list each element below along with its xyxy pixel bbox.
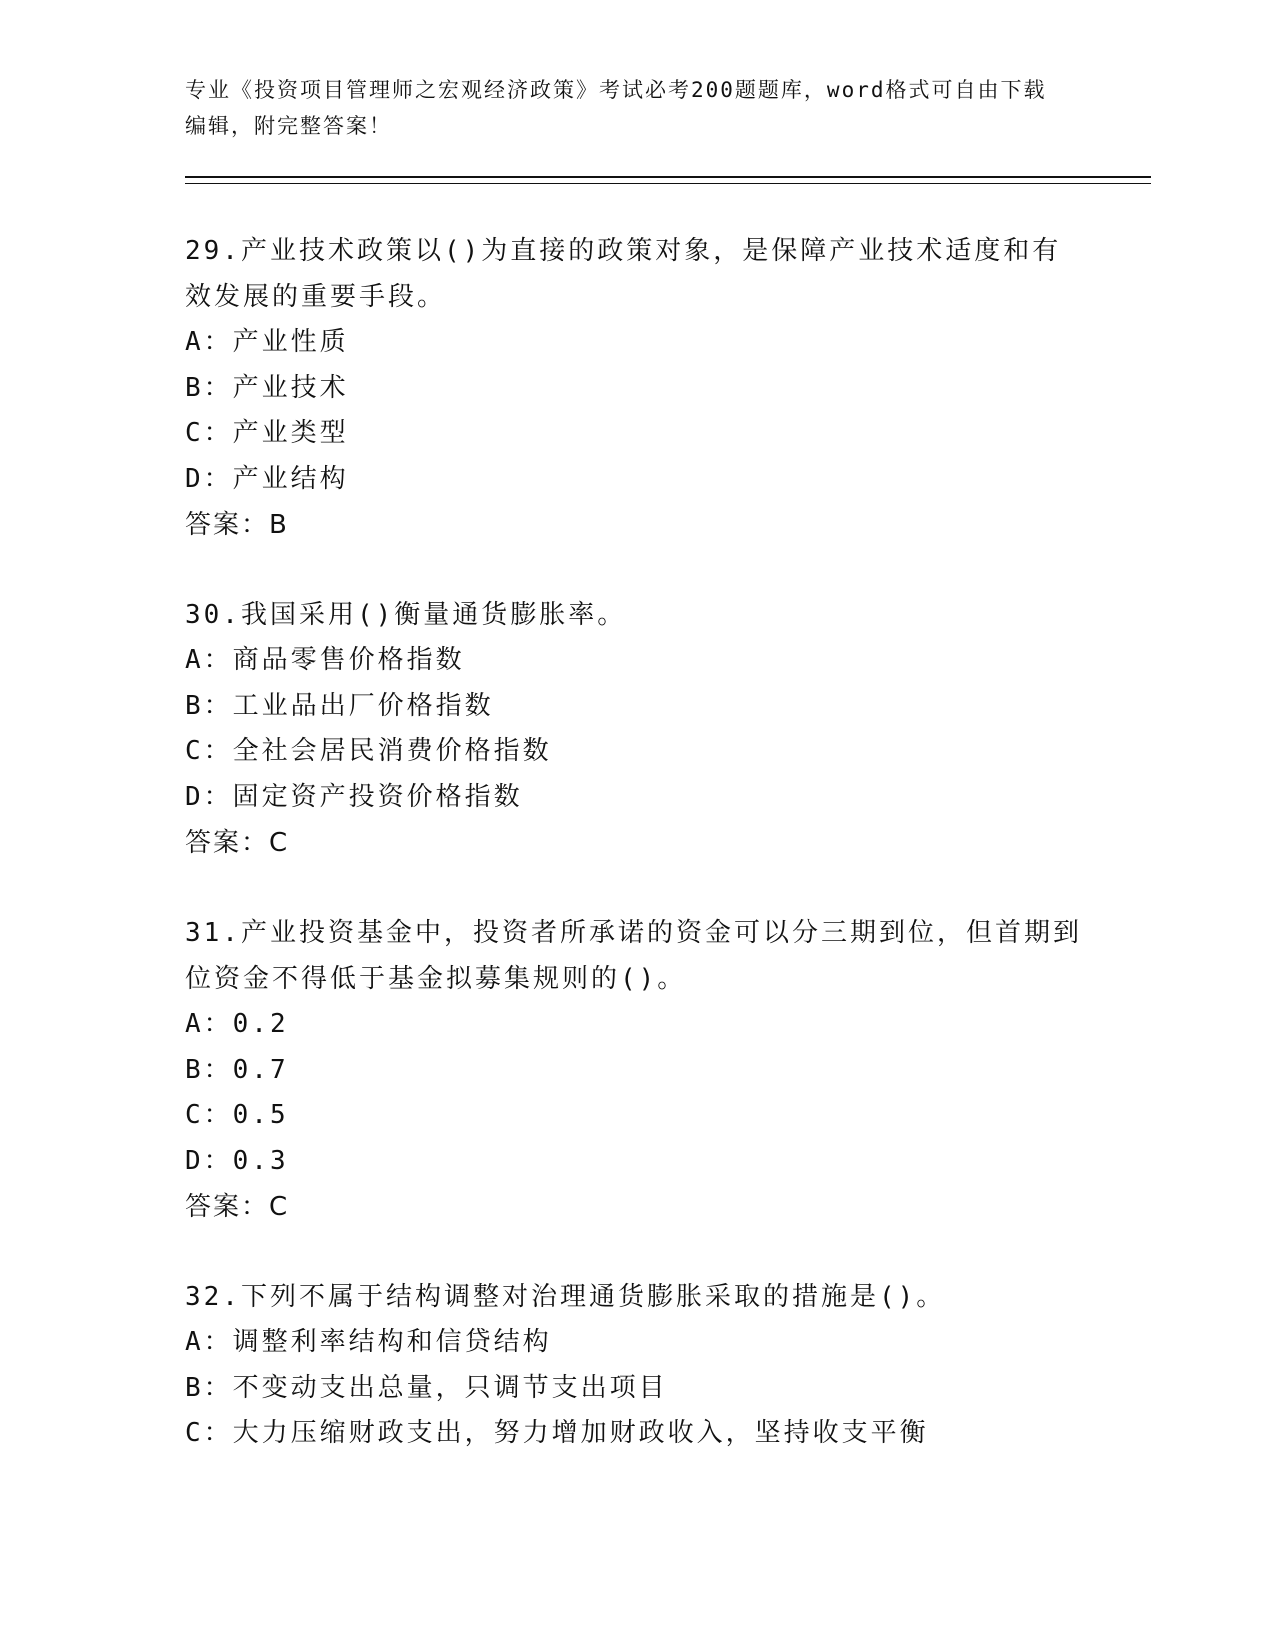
option-a: [185, 638, 1145, 684]
option-key: C：: [185, 736, 233, 766]
option-text: 调整利率结构和信贷结构: [232, 1327, 552, 1357]
option-text: 商品零售价格指数: [232, 645, 465, 675]
option-text: 全社会居民消费价格指数: [232, 736, 552, 766]
question-stem: 30.我国采用()衡量通货膨胀率。: [185, 600, 627, 630]
option-key: D：: [185, 781, 233, 812]
option-b: [185, 1048, 1145, 1094]
option-d: [185, 457, 1145, 503]
option-d: [185, 775, 1145, 821]
question-stem: 29.产业技术政策以()为直接的政策对象，是保障产业技术适度和有效发展的重要手段。: [185, 236, 1062, 312]
option-c: [185, 729, 1145, 775]
option-text: 固定资产投资价格指数: [232, 781, 523, 812]
header-intro: 专业《投资项目管理师之宏观经济政策》考试必考200题题库，word格式可自由下载编辑，附完整答案！: [185, 78, 1047, 138]
option-key: C：: [185, 418, 233, 448]
option-text: 工业品出厂价格指数: [232, 690, 494, 721]
answer-line: 答案：B: [185, 510, 289, 540]
option-key: D：: [185, 1145, 233, 1176]
option-key: A：: [185, 1009, 233, 1039]
option-key: B：: [185, 1054, 233, 1085]
option-a: [185, 1002, 1145, 1048]
option-c: [185, 411, 1145, 457]
option-b: [185, 366, 1145, 412]
option-key: C：: [185, 1418, 233, 1448]
option-b: [185, 684, 1145, 730]
header-divider: [185, 176, 1151, 184]
option-text: 0.7: [232, 1054, 289, 1085]
option-text: 0.3: [232, 1145, 289, 1176]
option-key: B：: [185, 372, 233, 403]
option-d: [185, 1139, 1145, 1185]
option-b: [185, 1366, 1145, 1412]
option-c: [185, 1411, 1145, 1457]
question-stem: 31.产业投资基金中，投资者所承诺的资金可以分三期到位，但首期到位资金不得低于基金拟募集规则的()。: [185, 918, 1082, 994]
answer-line: 答案：C: [185, 828, 290, 858]
option-text: 0.2: [232, 1009, 289, 1039]
question-31: [185, 910, 1145, 1230]
answer-line: 答案：C: [185, 1192, 290, 1222]
option-text: 0.5: [232, 1100, 289, 1130]
option-a: [185, 1320, 1145, 1366]
option-text: 不变动支出总量，只调节支出项目: [232, 1372, 668, 1403]
question-stem: 32.下列不属于结构调整对治理通货膨胀采取的措施是()。: [185, 1282, 946, 1312]
option-key: A：: [185, 327, 233, 357]
option-c: [185, 1093, 1145, 1139]
option-text: 大力压缩财政支出，努力增加财政收入，坚持收支平衡: [232, 1418, 929, 1448]
option-key: B：: [185, 1372, 233, 1403]
option-text: 产业类型: [232, 418, 349, 448]
option-key: B：: [185, 690, 233, 721]
question-32: [185, 1274, 1145, 1457]
option-key: A：: [185, 645, 233, 675]
option-a: [185, 320, 1145, 366]
option-text: 产业技术: [232, 372, 349, 403]
question-29: [185, 228, 1145, 548]
document-page: [185, 72, 1145, 1457]
option-text: 产业结构: [232, 463, 349, 494]
option-text: 产业性质: [232, 327, 349, 357]
option-key: D：: [185, 463, 233, 494]
option-key: A：: [185, 1327, 233, 1357]
option-key: C：: [185, 1100, 233, 1130]
question-30: [185, 592, 1145, 866]
